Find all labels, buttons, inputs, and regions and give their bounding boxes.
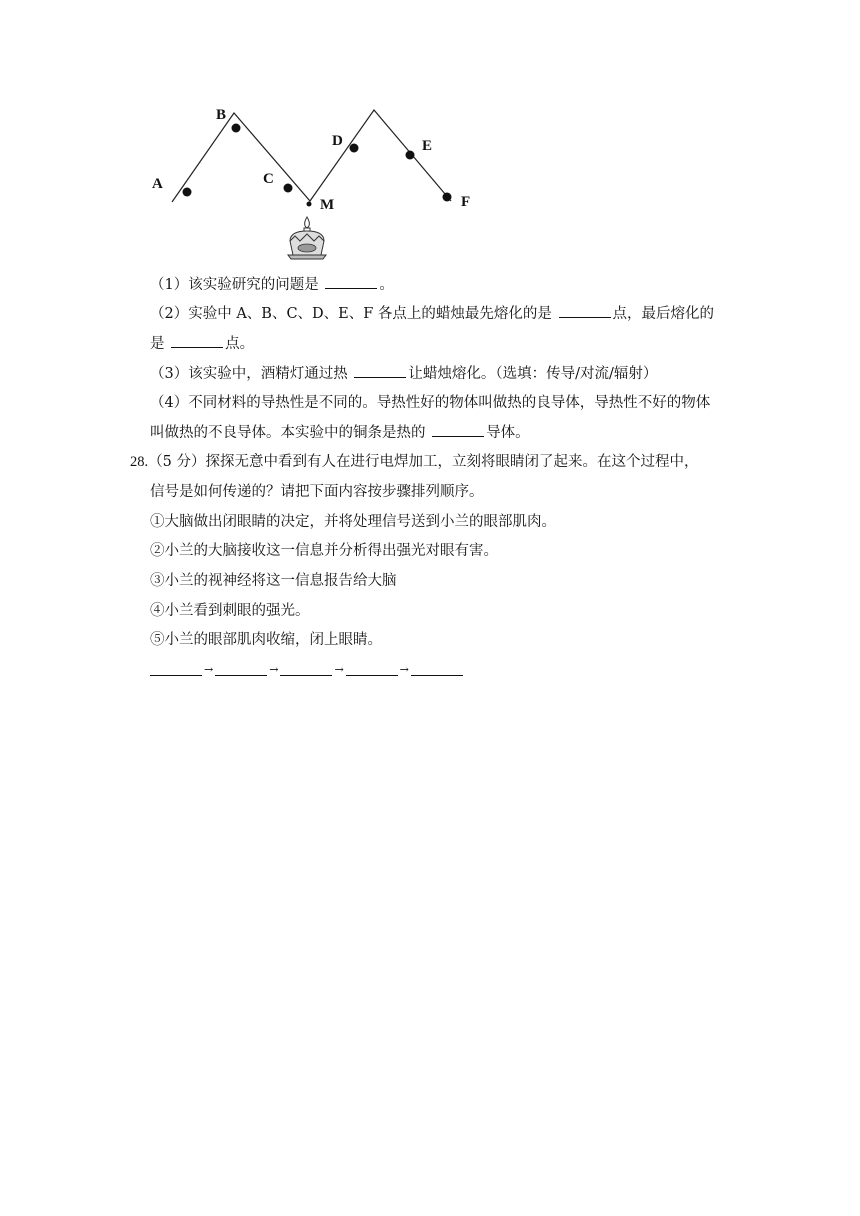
- candle-dot-b: [232, 124, 241, 133]
- arrow-icon: →: [399, 663, 409, 676]
- label-c: C: [263, 171, 274, 187]
- q27-item-2: （2）实验中 A、B、C、D、E、F 各点上的蜡烛最先熔化的是 点，最后熔化的: [150, 303, 714, 324]
- sequence-answer-row: [150, 660, 463, 682]
- q27-item-4: （4）不同材料的导热性是不同的。导热性好的物体叫做热的良导体，导热性不好的物体: [150, 395, 711, 411]
- answer-blank-5[interactable]: [432, 422, 484, 437]
- sequence-blank-3[interactable]: [280, 661, 332, 676]
- q27-item-1: （1）该实验研究的问题是 。: [150, 274, 394, 295]
- sequence-blank-4[interactable]: [346, 661, 398, 676]
- q27-item-3: （3）该实验中，酒精灯通过热 让蜡烛熔化。（选填：传导/对流/辐射）: [150, 363, 657, 384]
- q28-step-2: ②小兰的大脑接收这一信息并分析得出强光对眼有害。: [150, 543, 498, 559]
- q27-item-2-cont: 是 点。: [150, 333, 254, 354]
- candle-dot-m: [307, 202, 312, 207]
- q28-step-3: ③小兰的视神经将这一信息报告给大脑: [150, 573, 397, 589]
- arrow-icon: →: [269, 663, 279, 676]
- experiment-figure: [140, 95, 500, 270]
- copper-strip-diagram: [140, 95, 500, 270]
- alcohol-lamp-icon: [288, 217, 326, 259]
- label-e: E: [422, 138, 433, 154]
- label-f: F: [461, 194, 471, 210]
- answer-blank-3[interactable]: [171, 333, 223, 348]
- q28-line-1: 28.（5 分）探探无意中看到有人在进行电焊加工，立刻将眼睛闭了起来。在这个过程中，: [130, 454, 699, 470]
- q27-item-4-cont: 叫做热的不良导体。本实验中的铜条是热的 导体。: [150, 422, 530, 443]
- label-a: A: [152, 176, 163, 192]
- candle-dot-a: [183, 188, 192, 197]
- sequence-blank-1[interactable]: [150, 661, 202, 676]
- q28-line-2: 信号是如何传递的？请把下面内容按步骤排列顺序。: [150, 484, 484, 500]
- candle-dot-c: [284, 184, 293, 193]
- sequence-blank-2[interactable]: [215, 661, 267, 676]
- q28-step-4: ④小兰看到刺眼的强光。: [150, 603, 310, 619]
- q28-step-5: ⑤小兰的眼部肌肉收缩，闭上眼睛。: [150, 632, 382, 648]
- candle-dot-e: [406, 151, 415, 160]
- candle-dot-f: [443, 193, 452, 202]
- answer-blank-4[interactable]: [354, 363, 406, 378]
- answer-blank-1[interactable]: [325, 274, 377, 289]
- label-b: B: [216, 107, 227, 123]
- label-d: D: [332, 133, 343, 149]
- arrow-icon: →: [334, 663, 344, 676]
- answer-blank-2[interactable]: [559, 303, 611, 318]
- arrow-icon: →: [204, 663, 214, 676]
- q28-step-1: ①大脑做出闭眼睛的决定，并将处理信号送到小兰的眼部肌肉。: [150, 514, 556, 530]
- candle-dot-d: [350, 144, 359, 153]
- question-number: 28.: [130, 454, 149, 470]
- label-m: M: [320, 197, 335, 213]
- sequence-blank-5[interactable]: [411, 661, 463, 676]
